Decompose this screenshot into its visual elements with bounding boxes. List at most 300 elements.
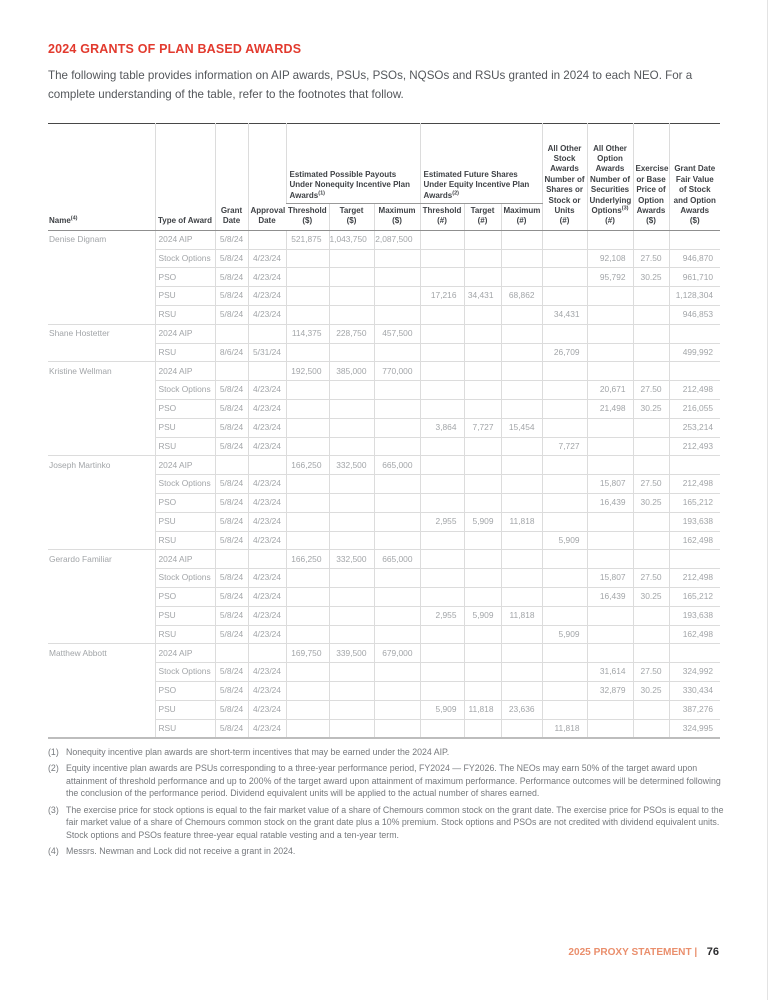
data-cell [633,550,669,569]
subcol-header-threshold-dollar: Threshold ($) [286,204,329,231]
data-cell [286,381,329,400]
data-cell: 4/23/24 [248,512,286,531]
neo-name-cell [48,287,155,306]
data-cell [464,644,501,663]
data-cell: 5/8/24 [215,700,248,719]
data-cell [286,606,329,625]
data-cell: 5/8/24 [215,663,248,682]
data-cell: 5/8/24 [215,437,248,456]
data-cell: 4/23/24 [248,663,286,682]
data-cell [464,587,501,606]
data-cell: PSU [155,700,215,719]
data-cell [464,381,501,400]
data-cell: 5/8/24 [215,381,248,400]
data-cell [542,475,587,494]
data-cell: 4/23/24 [248,569,286,588]
table-row [48,362,720,381]
data-cell: 30.25 [633,493,669,512]
data-cell [374,399,420,418]
col-header-exercise-price: Exercise or Base Price of Option Awards ($) [633,124,669,231]
data-cell: Stock Options [155,663,215,682]
data-cell [215,456,248,475]
data-cell: 2024 AIP [155,230,215,249]
footnote-marker: (2) [48,763,59,774]
table-row [48,550,720,569]
data-cell: PSO [155,681,215,700]
data-cell: 166,250 [286,456,329,475]
data-cell: 162,498 [669,625,720,644]
data-cell [501,644,542,663]
data-cell [542,606,587,625]
data-cell [329,399,374,418]
neo-name-cell [48,249,155,268]
neo-name-cell [48,493,155,512]
data-cell [587,644,633,663]
data-cell: 30.25 [633,681,669,700]
data-cell: 2,087,500 [374,230,420,249]
data-cell [248,230,286,249]
data-cell [464,249,501,268]
data-cell [669,230,720,249]
data-cell [542,663,587,682]
data-cell [286,268,329,287]
data-cell [329,268,374,287]
data-cell [286,437,329,456]
data-cell: 385,000 [329,362,374,381]
data-cell [329,343,374,362]
grants-of-plan-based-awards-table [48,123,720,739]
data-cell [501,230,542,249]
data-cell [329,681,374,700]
data-cell: 253,214 [669,418,720,437]
table-row [48,531,720,550]
data-cell: 2024 AIP [155,362,215,381]
data-cell: 17,216 [420,287,464,306]
data-cell [501,456,542,475]
page-title: 2024 GRANTS OF PLAN BASED AWARDS [48,41,302,56]
data-cell: 95,792 [587,268,633,287]
data-cell [587,362,633,381]
data-cell [464,625,501,644]
neo-name-cell [48,625,155,644]
data-cell: 4/23/24 [248,475,286,494]
data-cell [420,550,464,569]
footnote-text: Equity incentive plan awards are PSUs corresponding to a three-year performance period, FY2024 — FY2026. The NEOs may earn 50% of the target award upon attainment of threshold performance and up to 200% of the target award upon attainment of maximum performance. Performance outcomes will be determined following the conclusion of the performance period. Dividend equivalent units will be applied to the actual number of shares earned. [66,763,721,799]
data-cell: 387,276 [669,700,720,719]
neo-name-cell [48,719,155,738]
table-row [48,475,720,494]
neo-name-cell [48,305,155,324]
neo-name-cell [48,437,155,456]
data-cell [501,437,542,456]
table-row [48,305,720,324]
data-cell [286,399,329,418]
data-cell [587,625,633,644]
neo-name-cell [48,569,155,588]
data-cell [374,663,420,682]
data-cell [248,644,286,663]
data-cell: 770,000 [374,362,420,381]
data-cell: 68,862 [501,287,542,306]
data-cell [420,569,464,588]
data-cell [501,719,542,738]
data-cell [286,305,329,324]
table-row [48,381,720,400]
data-cell [542,381,587,400]
data-cell [286,625,329,644]
data-cell [215,550,248,569]
data-cell [669,456,720,475]
data-cell [587,456,633,475]
data-cell: 7,727 [464,418,501,437]
data-cell: 32,879 [587,681,633,700]
subcol-header-maximum-shares: Maximum (#) [501,204,542,231]
data-cell: PSO [155,493,215,512]
data-cell [420,625,464,644]
data-cell: 23,636 [501,700,542,719]
table-row [48,700,720,719]
data-cell: 27.50 [633,663,669,682]
data-cell: 5,909 [464,512,501,531]
data-cell [420,681,464,700]
neo-name-cell: Matthew Abbott [48,644,155,663]
data-cell: 27.50 [633,569,669,588]
data-cell [501,531,542,550]
data-cell: 4/23/24 [248,493,286,512]
data-cell [669,324,720,343]
data-cell: 4/23/24 [248,305,286,324]
data-cell [329,587,374,606]
neo-name-cell: Gerardo Familiar [48,550,155,569]
data-cell [587,606,633,625]
grants-table-body [48,230,720,738]
neo-name-cell [48,418,155,437]
data-cell [501,663,542,682]
data-cell: 5/8/24 [215,681,248,700]
data-cell: RSU [155,625,215,644]
footnote-marker: (4) [48,846,59,857]
table-row [48,399,720,418]
data-cell: Stock Options [155,381,215,400]
data-cell: 4/23/24 [248,249,286,268]
data-cell [420,644,464,663]
data-cell [374,719,420,738]
footnote-text: Nonequity incentive plan awards are short-term incentives that may be earned under the 2024 AIP. [66,747,450,757]
table-row [48,663,720,682]
data-cell [464,663,501,682]
data-cell [542,362,587,381]
data-cell [420,475,464,494]
data-cell: PSO [155,268,215,287]
data-cell: PSU [155,512,215,531]
data-cell [633,230,669,249]
data-cell [329,512,374,531]
data-cell [374,512,420,531]
data-cell [669,362,720,381]
data-cell [542,230,587,249]
data-cell: 5/8/24 [215,249,248,268]
data-cell [374,569,420,588]
data-cell: 216,055 [669,399,720,418]
table-row [48,644,720,663]
data-cell: 2024 AIP [155,644,215,663]
data-cell: 2,955 [420,606,464,625]
data-cell [542,456,587,475]
data-cell [420,305,464,324]
data-cell [248,324,286,343]
data-cell: 212,498 [669,475,720,494]
data-cell: PSU [155,418,215,437]
data-cell [329,287,374,306]
data-cell: RSU [155,531,215,550]
page-footer [563,946,719,958]
data-cell [542,512,587,531]
data-cell [374,418,420,437]
data-cell: 27.50 [633,249,669,268]
data-cell [329,475,374,494]
data-cell: 339,500 [329,644,374,663]
data-cell: RSU [155,343,215,362]
data-cell: 11,818 [501,606,542,625]
neo-name-cell [48,700,155,719]
data-cell: 162,498 [669,531,720,550]
table-row [48,249,720,268]
data-cell: 30.25 [633,268,669,287]
data-cell: 4/23/24 [248,625,286,644]
table-row [48,418,720,437]
data-cell [464,569,501,588]
data-cell: 4/23/24 [248,531,286,550]
data-cell [374,305,420,324]
data-cell: 15,807 [587,569,633,588]
neo-name-cell [48,475,155,494]
data-cell [329,663,374,682]
data-cell: 665,000 [374,456,420,475]
data-cell: 212,498 [669,381,720,400]
data-cell [329,381,374,400]
data-cell [420,587,464,606]
data-cell: 193,638 [669,512,720,531]
data-cell: 499,992 [669,343,720,362]
table-row [48,569,720,588]
data-cell: 5/8/24 [215,512,248,531]
data-cell [374,268,420,287]
data-cell: 961,710 [669,268,720,287]
data-cell: 679,000 [374,644,420,663]
data-cell [464,305,501,324]
data-cell: 165,212 [669,493,720,512]
data-cell [587,418,633,437]
data-cell [464,437,501,456]
data-cell: 7,727 [542,437,587,456]
data-cell [374,475,420,494]
data-cell [420,324,464,343]
data-cell [329,569,374,588]
neo-name-cell [48,381,155,400]
data-cell: 34,431 [464,287,501,306]
neo-name-cell [48,512,155,531]
col-header-grant-date: Grant Date [215,124,248,231]
data-cell: 5/8/24 [215,587,248,606]
data-cell [286,418,329,437]
data-cell: 34,431 [542,305,587,324]
data-cell [501,587,542,606]
data-cell: 521,875 [286,230,329,249]
data-cell [464,362,501,381]
data-cell [501,569,542,588]
data-cell [374,531,420,550]
data-cell [464,475,501,494]
data-cell [329,625,374,644]
table-row [48,719,720,738]
col-header-name: Name$^{(4)}$ [48,124,155,231]
neo-name-cell: Joseph Martinko [48,456,155,475]
data-cell [633,644,669,663]
neo-name-cell: Denise Dignam [48,230,155,249]
data-cell: 5/8/24 [215,719,248,738]
data-cell [286,512,329,531]
data-cell [329,700,374,719]
data-cell [374,343,420,362]
data-cell: 31,614 [587,663,633,682]
data-cell: RSU [155,719,215,738]
data-cell [420,493,464,512]
data-cell: 5/8/24 [215,287,248,306]
table-row [48,343,720,362]
footnote-marker: (1) [48,747,59,757]
data-cell [374,249,420,268]
data-cell: Stock Options [155,569,215,588]
data-cell [633,531,669,550]
table-row [48,512,720,531]
data-cell [501,305,542,324]
data-cell [633,606,669,625]
data-cell: 5/8/24 [215,305,248,324]
data-cell [374,606,420,625]
data-cell: PSO [155,399,215,418]
footnote-marker: (3) [48,804,59,815]
data-cell [501,343,542,362]
data-cell: 946,853 [669,305,720,324]
data-cell [374,287,420,306]
data-cell [501,475,542,494]
footnote-4 [48,845,724,857]
data-cell [374,437,420,456]
data-cell: 21,498 [587,399,633,418]
table-header [48,124,720,231]
data-cell [420,456,464,475]
data-cell [501,324,542,343]
data-cell: PSU [155,287,215,306]
data-cell [420,230,464,249]
data-cell [420,437,464,456]
data-cell [464,399,501,418]
data-cell: 946,870 [669,249,720,268]
data-cell: 5,909 [542,531,587,550]
data-cell: 5/8/24 [215,569,248,588]
data-cell [633,418,669,437]
data-cell: 4/23/24 [248,587,286,606]
data-cell [286,287,329,306]
data-cell [501,249,542,268]
data-cell: RSU [155,305,215,324]
col-header-other-option-awards: All Other Option Awards Number of Securities Underlying Options$^{(3)}$ (#) [587,124,633,231]
data-cell [669,550,720,569]
data-cell: 5/8/24 [215,475,248,494]
data-cell [587,305,633,324]
data-cell [542,249,587,268]
data-cell [587,230,633,249]
data-cell [501,381,542,400]
data-cell [587,700,633,719]
data-cell [501,493,542,512]
table-row [48,230,720,249]
data-cell [374,587,420,606]
data-cell: 5/8/24 [215,606,248,625]
data-cell [464,681,501,700]
data-cell: 27.50 [633,475,669,494]
data-cell [420,381,464,400]
table-row [48,456,720,475]
data-cell: 30.25 [633,587,669,606]
data-cell [329,531,374,550]
subcol-header-maximum-dollar: Maximum ($) [374,204,420,231]
data-cell [501,625,542,644]
data-cell: 165,212 [669,587,720,606]
table-row [48,606,720,625]
data-cell: 5/31/24 [248,343,286,362]
data-cell [542,287,587,306]
data-cell [633,512,669,531]
data-cell [420,249,464,268]
data-cell: 4/23/24 [248,287,286,306]
data-cell: 212,493 [669,437,720,456]
neo-name-cell [48,268,155,287]
data-cell: 192,500 [286,362,329,381]
data-cell [587,512,633,531]
group-header-equity-incentive: Estimated Future Shares Under Equity Incentive Plan Awards$^{(2)}$ [420,124,542,204]
footnote-1 [48,746,724,758]
subcol-header-target-dollar: Target ($) [329,204,374,231]
footnotes-section [48,746,724,862]
data-cell: 11,818 [501,512,542,531]
data-cell: 166,250 [286,550,329,569]
data-cell: 665,000 [374,550,420,569]
data-cell [374,625,420,644]
neo-name-cell [48,663,155,682]
data-cell: 324,995 [669,719,720,738]
data-cell: 11,818 [542,719,587,738]
data-cell [420,362,464,381]
data-cell [329,493,374,512]
data-cell [542,324,587,343]
data-cell [286,343,329,362]
data-cell [542,550,587,569]
data-cell: RSU [155,437,215,456]
data-cell: 324,992 [669,663,720,682]
neo-name-cell [48,606,155,625]
data-cell: 5/8/24 [215,625,248,644]
data-cell [286,531,329,550]
data-cell [329,305,374,324]
data-cell: PSO [155,587,215,606]
data-cell: 5/8/24 [215,230,248,249]
data-cell [501,399,542,418]
data-cell [633,625,669,644]
data-cell [420,343,464,362]
data-cell: 5/8/24 [215,418,248,437]
data-cell [374,700,420,719]
